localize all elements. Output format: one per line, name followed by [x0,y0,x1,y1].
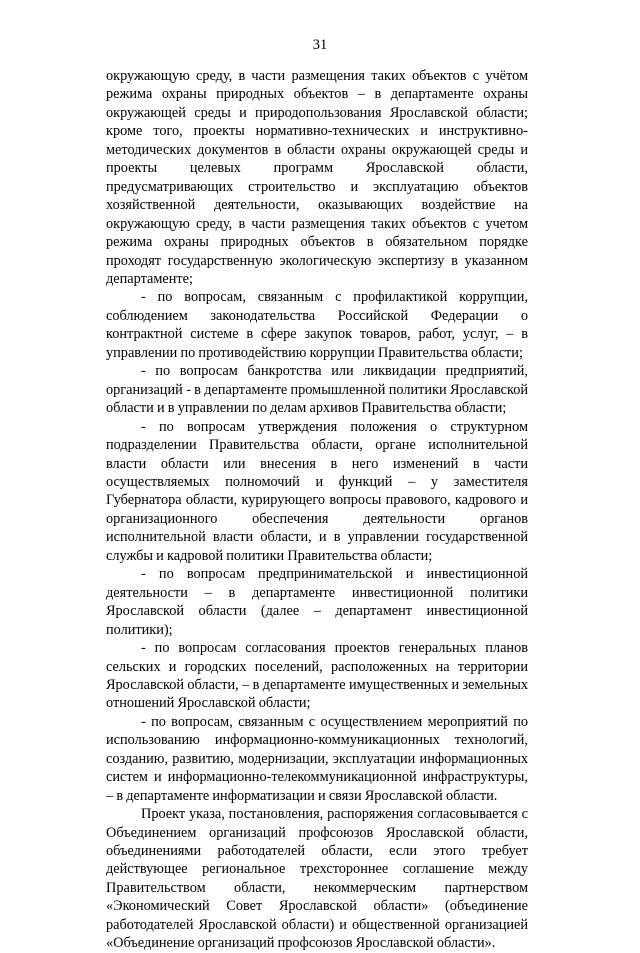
paragraph-environment-continuation: окружающую среду, в части размещения таких объектов с учётом режима охраны природных объектов – в департаменте охраны окружающей среды и природопользования Ярославской области; кроме того, проекты нормативно-технических и инструктивно-методических документов в области охраны окружающей среды и проекты целевых программ Ярославской области, предусматривающих строительство и эксплуатацию объектов хозяйственной деятельности, оказывающих воздействие на окружающую среду, в части размещения таких объектов с учетом режима охраны природных объектов в обязательном порядке проходят государственную экологическую экспертизу в указанном департаменте; [106,68,528,287]
document-body [106,67,528,953]
paragraph-trade-unions: Проект указа, постановления, распоряжения согласовывается с Объединением организаций профсоюзов Ярославской области, объединениями работодателей области, если этого требует действующее региональное трехстороннее соглашение между Правительством области, некоммерческим партнерством «Экономический Совет Ярославской области» (объединение работодателей Ярославской области) и общественной организацией «Объединение организаций профсоюзов Ярославской области». [106,806,528,952]
page-number: 31 [312,37,328,53]
paragraph-investment: - по вопросам предпринимательской и инвестиционной деятельности – в департаменте инвестиционной политики Ярославской области (далее – департамент инвестиционной политики); [106,566,528,638]
paragraph-corruption: - по вопросам, связанным с профилактикой коррупции, соблюдением законодательства Российской Федерации о контрактной системе в сфере закупок товаров, работ, услуг, – в управлении по противодействию коррупции Правительства области; [106,289,528,361]
paragraph-structural-unit: - по вопросам утверждения положения о структурном подразделении Правительства области, органе исполнительной власти области или внесения в него изменений в части осуществляемых полномочий и функций – у заместителя Губернатора области, курирующего вопросы правового, кадрового и организационного обеспечения деятельности органов исполнительной власти области, и в управлении государственной службы и кадровой политики Правительства области; [106,418,528,564]
paragraph-informatization: - по вопросам, связанным с осуществлением мероприятий по использованию информационно-коммуникационных технологий, созданию, развитию, модернизации, эксплуатации информационных систем и информационно-телекоммуникационной инфраструктуры, – в департаменте информатизации и связи Ярославской области. [106,713,528,804]
paragraph-bankruptcy: - по вопросам банкротства или ликвидации предприятий, организаций - в департаменте промышленной политики Ярославской области и в управлении по делам архивов Правительства области; [106,363,528,417]
paragraph-general-plans: - по вопросам согласования проектов генеральных планов сельских и городских поселений, расположенных на территории Ярославской области, – в департаменте имущественных и земельных отношений Ярославской области; [106,640,528,712]
